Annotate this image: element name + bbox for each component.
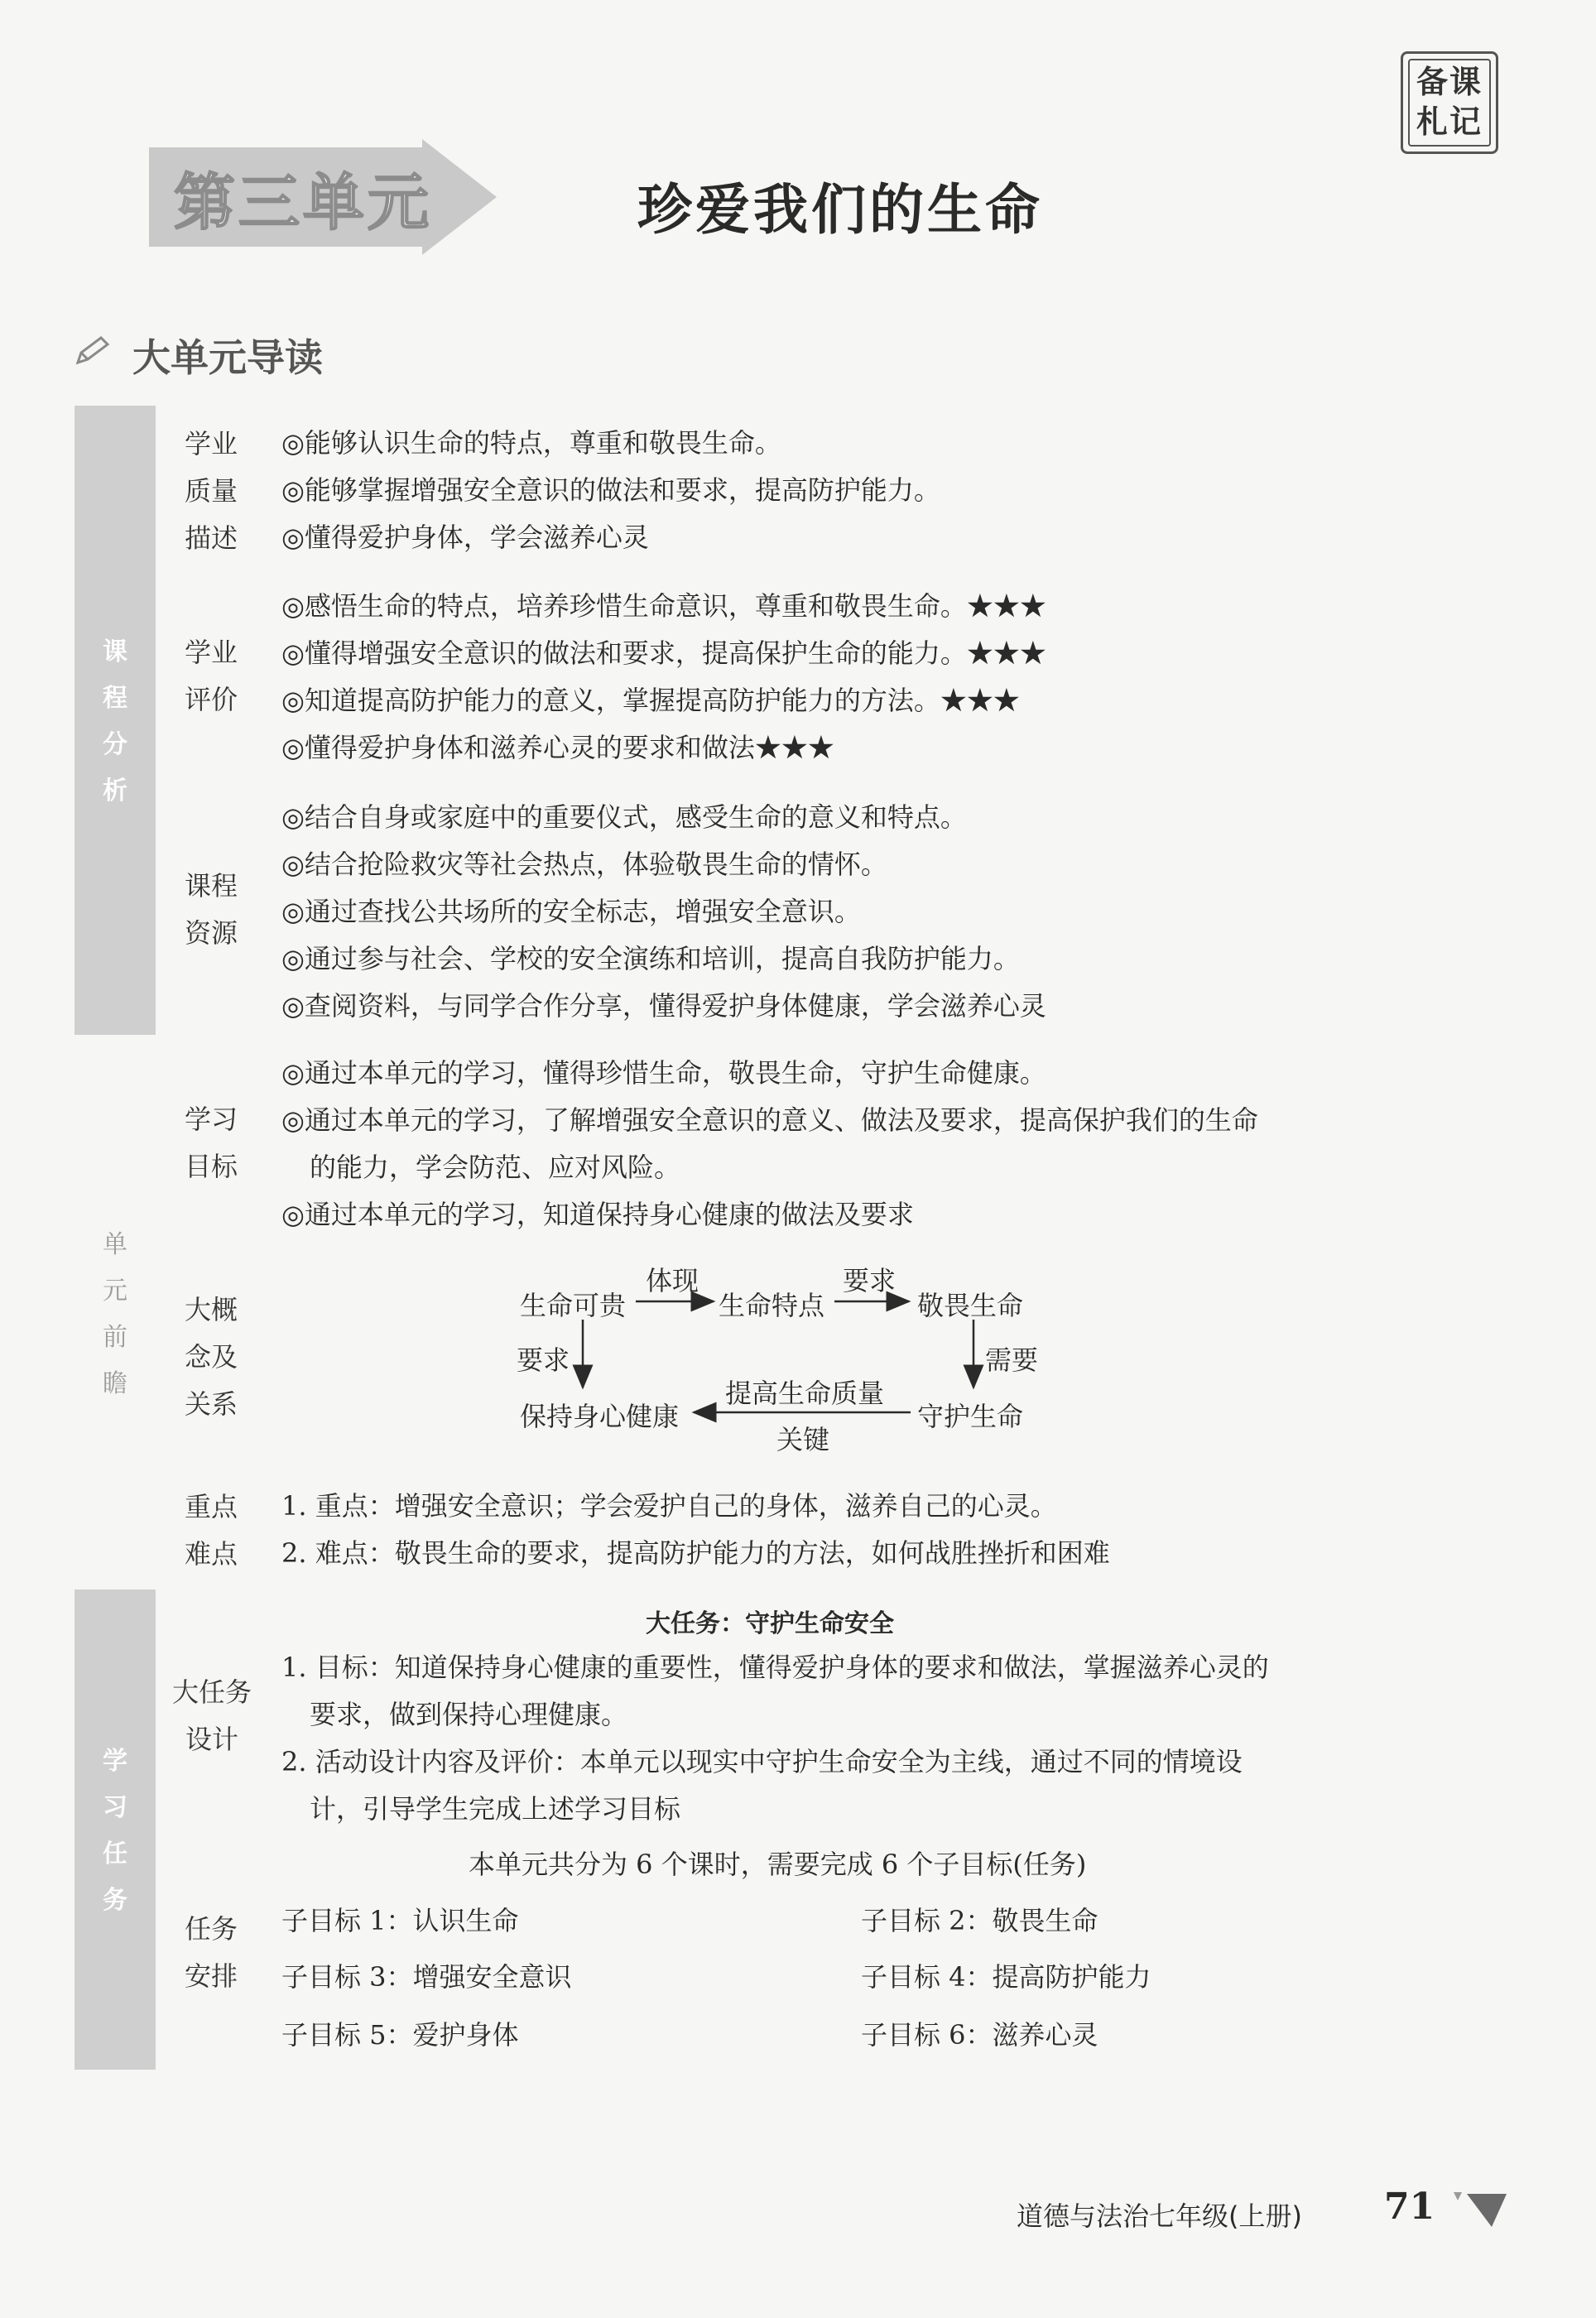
list-item: 1. 重点：增强安全意识；学会爱护自己的身体，滋养自己的心灵。: [281, 1490, 1057, 1522]
list-item: ◎懂得爱护身体，学会滋养心灵: [281, 522, 649, 553]
label-line: 学习: [184, 1104, 238, 1135]
list-item-continued: 计，引导学生完成上述学习目标: [310, 1793, 681, 1825]
row-label-key-points: [166, 1484, 257, 1578]
edge-label-quality: 提高生命质量: [725, 1378, 885, 1409]
band-char: 习: [103, 1793, 127, 1822]
band-char: 分: [103, 730, 127, 759]
resources-list: [281, 801, 1046, 1036]
band-char: 务: [103, 1886, 127, 1915]
edge-label-key: 关键: [776, 1424, 830, 1455]
row-label-arrangement: [166, 1906, 257, 2000]
stamp-line-1: 备课: [1416, 64, 1483, 100]
label-line: 评价: [184, 684, 238, 715]
subgoal-4: 子目标 4：提高防护能力: [861, 1961, 1151, 1993]
band-learning-tasks: [75, 1589, 156, 2070]
unit-label: 第三单元: [174, 167, 432, 238]
band-char: 瞻: [103, 1369, 127, 1398]
label-line: 大概: [184, 1294, 238, 1325]
edge-label-require-left: 要求: [517, 1344, 570, 1376]
band-course-analysis: [75, 406, 156, 1035]
row-label-evaluation: [166, 629, 257, 724]
task-design-list: [281, 1651, 1269, 1839]
band-char: 课: [103, 637, 127, 666]
corner-ornament-icon: [1450, 2186, 1510, 2235]
label-line: 大任务: [171, 1676, 252, 1708]
label-line: 安排: [184, 1960, 238, 1992]
concept-diagram: [497, 1248, 1076, 1480]
band-char: 元: [103, 1277, 127, 1306]
unit-title: 珍爱我们的生命: [637, 178, 1043, 242]
list-item: ◎能够认识生命的特点，尊重和敬畏生命。: [281, 427, 781, 459]
list-item: ◎查阅资料，与同学合作分享，懂得爱护身体健康，学会滋养心灵: [281, 990, 1046, 1022]
label-line: 学业: [184, 428, 238, 459]
subgoal-2: 子目标 2：敬畏生命: [861, 1905, 1098, 1936]
edge-label-need: 需要: [985, 1344, 1039, 1376]
edge-label-require: 要求: [843, 1265, 897, 1296]
task-summary: 本单元共分为 6 个课时，需要完成 6 个子目标(任务): [469, 1849, 1087, 1880]
label-line: 念及: [184, 1341, 238, 1373]
lesson-notes-stamp: [1401, 51, 1498, 154]
subgoal-3: 子目标 3：增强安全意识: [281, 1961, 572, 1993]
label-line: 质量: [184, 475, 238, 507]
unit-banner: [149, 139, 497, 255]
list-item: ◎感悟生命的特点，培养珍惜生命意识，尊重和敬畏生命。★★★: [281, 590, 1046, 622]
node-revere-life: 敬畏生命: [917, 1290, 1024, 1321]
node-guard-life: 守护生命: [917, 1401, 1024, 1432]
list-item-continued: 要求，做到保持心理健康。: [310, 1699, 628, 1730]
band-char: 前: [103, 1323, 127, 1352]
list-item: ◎结合自身或家庭中的重要仪式，感受生命的意义和特点。: [281, 801, 967, 833]
subgoal-1: 子目标 1：认识生命: [281, 1905, 519, 1936]
label-line: 难点: [184, 1538, 238, 1570]
list-item: ◎通过本单元的学习，知道保持身心健康的做法及要求: [281, 1199, 914, 1230]
list-item: ◎知道提高防护能力的意义，掌握提高防护能力的方法。★★★: [281, 685, 1020, 716]
section-heading: 大单元导读: [132, 335, 323, 380]
goals-list: [281, 1056, 1258, 1245]
row-label-goals: [166, 1096, 257, 1190]
subgoal-6: 子目标 6：滋养心灵: [861, 2019, 1098, 2051]
big-task-title: 大任务：守护生命安全: [646, 1609, 894, 1638]
node-precious-life: 生命可贵: [520, 1290, 627, 1321]
label-line: 设计: [185, 1724, 238, 1755]
list-item: ◎通过查找公共场所的安全标志，增强安全意识。: [281, 896, 861, 927]
quality-list: [281, 426, 940, 568]
edge-label-embody: 体现: [646, 1265, 699, 1296]
band-char: 单: [103, 1230, 127, 1259]
list-item: ◎能够掌握增强安全意识的做法和要求，提高防护能力。: [281, 474, 940, 506]
node-keep-healthy: 保持身心健康: [520, 1401, 680, 1432]
key-points-list: [281, 1489, 1110, 1584]
label-line: 学业: [184, 637, 238, 668]
band-char: 程: [103, 684, 127, 713]
row-label-concepts: [166, 1286, 257, 1428]
row-label-quality: [166, 421, 257, 562]
list-item: 2. 难点：敬畏生命的要求，提高防护能力的方法，如何战胜挫折和困难: [281, 1537, 1110, 1569]
footer-book-title: 道德与法治七年级(上册): [1017, 2200, 1302, 2232]
band-unit-preview: [75, 1035, 156, 1589]
list-item: ◎通过本单元的学习，懂得珍惜生命，敬畏生命，守护生命健康。: [281, 1057, 1046, 1089]
page-number: 71: [1384, 2186, 1435, 2228]
label-line: 描述: [184, 522, 238, 554]
band-char: 析: [103, 777, 127, 806]
band-char: 任: [103, 1839, 127, 1868]
list-item: ◎懂得增强安全意识的做法和要求，提高保护生命的能力。★★★: [281, 637, 1046, 669]
stamp-line-2: 札记: [1416, 103, 1483, 140]
band-char: 学: [103, 1747, 127, 1776]
pencil-icon: [73, 334, 113, 371]
list-item: ◎通过参与社会、学校的安全演练和培训，提高自我防护能力。: [281, 943, 1020, 974]
list-item: 2. 活动设计内容及评价：本单元以现实中守护生命安全为主线，通过不同的情境设: [281, 1746, 1243, 1777]
subgoal-5: 子目标 5：爱护身体: [281, 2019, 519, 2051]
label-line: 课程: [184, 870, 238, 902]
label-line: 任务: [184, 1913, 238, 1945]
list-item: ◎懂得爱护身体和滋养心灵的要求和做法★★★: [281, 732, 834, 763]
row-label-resources: [166, 863, 257, 957]
label-line: 目标: [184, 1151, 238, 1182]
list-item: 1. 目标：知道保持身心健康的重要性，懂得爱护身体的要求和做法，掌握滋养心灵的: [281, 1652, 1269, 1683]
label-line: 重点: [184, 1491, 238, 1522]
node-life-features: 生命特点: [719, 1290, 825, 1321]
list-item: ◎结合抢险救灾等社会热点，体验敬畏生命的情怀。: [281, 849, 887, 880]
label-line: 关系: [184, 1388, 238, 1420]
label-line: 资源: [184, 917, 238, 949]
list-item: ◎通过本单元的学习，了解增强安全意识的意义、做法及要求，提高保护我们的生命: [281, 1104, 1258, 1136]
evaluation-list: [281, 589, 1046, 778]
row-label-task-design: [162, 1669, 262, 1763]
list-item-continued: 的能力，学会防范、应对风险。: [310, 1152, 681, 1183]
